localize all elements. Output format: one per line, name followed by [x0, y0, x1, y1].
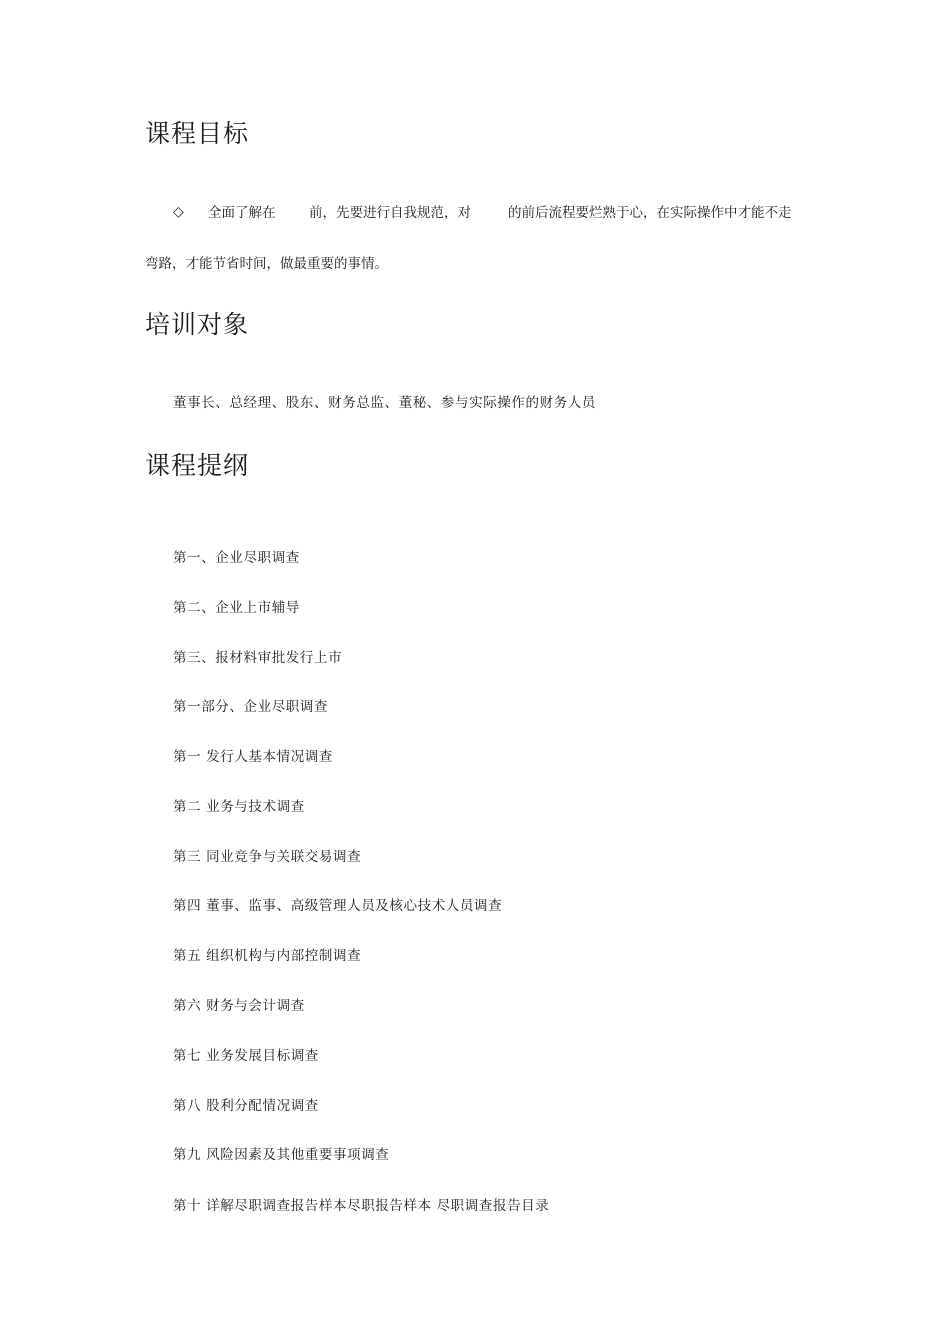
objective-text-part-2: 前，先要进行自我规范，对	[309, 205, 471, 221]
objective-text-part-3: 的前后流程要烂熟于心，在实际操作中才能不走	[508, 205, 792, 221]
heading-course-objective: 课程目标	[145, 119, 250, 148]
outline-item: 第九 风险因素及其他重要事项调查	[173, 1146, 390, 1163]
outline-item: 第六 财务与会计调查	[173, 997, 305, 1014]
heading-course-outline: 课程提纲	[145, 451, 250, 480]
outline-item: 第十 详解尽职调查报告样本尽职报告样本 尽职调查报告目录	[173, 1197, 550, 1214]
outline-item: 第一、企业尽职调查	[173, 549, 300, 566]
objective-text-part-1: 全面了解在	[208, 205, 276, 221]
audience-text: 董事长、总经理、股东、财务总监、董秘、参与实际操作的财务人员	[173, 395, 596, 411]
objective-text-line-2: 弯路，才能节省时间，做最重要的事情。	[145, 256, 388, 272]
heading-training-audience: 培训对象	[145, 310, 250, 339]
diamond-bullet-icon: ◇	[173, 204, 184, 220]
outline-item: 第一部分、企业尽职调查	[173, 698, 329, 715]
outline-item: 第三、报材料审批发行上市	[173, 649, 343, 666]
outline-item: 第一 发行人基本情况调查	[173, 748, 333, 765]
outline-item: 第五 组织机构与内部控制调查	[173, 947, 362, 964]
outline-item: 第二 业务与技术调查	[173, 798, 305, 815]
outline-item: 第三 同业竞争与关联交易调查	[173, 848, 362, 865]
outline-item: 第四 董事、监事、高级管理人员及核心技术人员调查	[173, 897, 503, 914]
outline-item: 第二、企业上市辅导	[173, 599, 300, 616]
outline-item: 第七 业务发展目标调查	[173, 1047, 319, 1064]
outline-item: 第八 股利分配情况调查	[173, 1097, 319, 1114]
